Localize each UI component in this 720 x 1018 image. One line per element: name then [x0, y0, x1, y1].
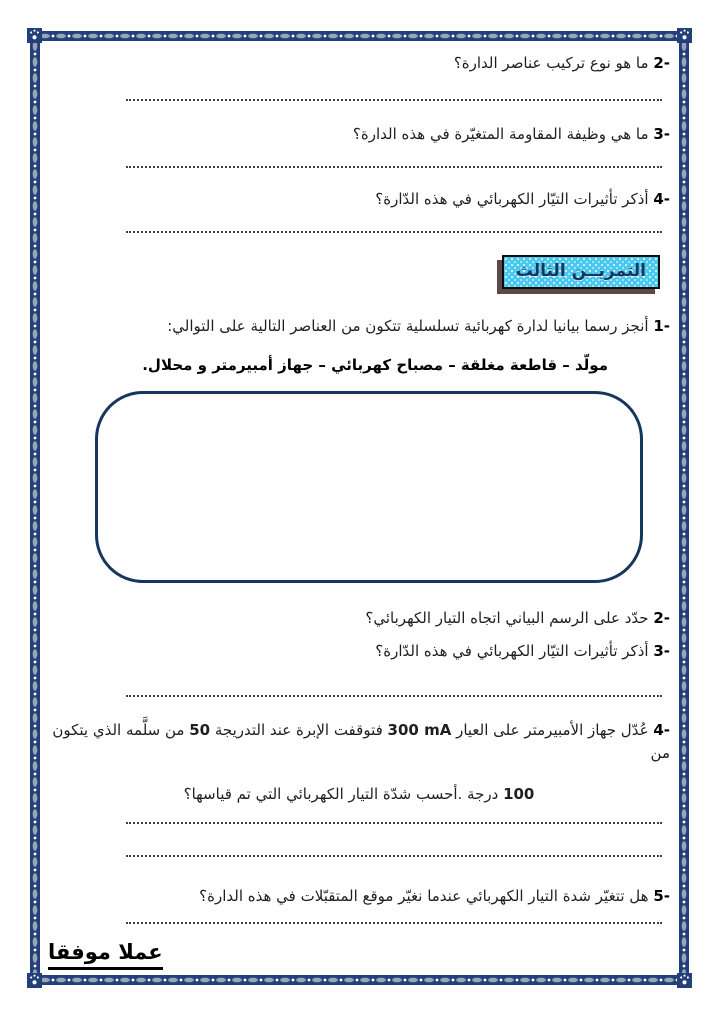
answer-dotted-line	[126, 231, 662, 233]
question-5	[48, 885, 670, 908]
border-corner-ornament	[677, 28, 692, 43]
question-number: 4-	[653, 721, 670, 739]
closing-note: عملا موفقا	[48, 940, 163, 970]
border-corner-ornament	[677, 973, 692, 988]
question-3	[48, 640, 670, 663]
question-text: أذكر تأثيرات التيّار الكهربائي في هذه الدّارة؟	[375, 642, 649, 660]
exercise-3-banner-title: التمريــن الثالث	[515, 261, 646, 281]
question-text: درجة .أحسب شدّة التيار الكهربائي التي تم قياسها؟	[183, 785, 504, 803]
question-2	[48, 607, 670, 630]
answer-dotted-line	[126, 99, 662, 101]
question-number: 5-	[653, 887, 670, 905]
scale-total-value: 100	[503, 785, 535, 803]
question-text: أذكر تأثيرات التيّار الكهربائي في هذه الدّارة؟	[375, 190, 649, 208]
border-corner-ornament	[27, 973, 42, 988]
border-right-band	[679, 38, 689, 978]
worksheet-content	[48, 46, 670, 970]
question-text: من سلَّمه الذي يتكون من	[52, 721, 670, 762]
border-corner-ornament	[27, 28, 42, 43]
question-number: 2-	[653, 54, 670, 72]
question-text: ما هو نوع تركيب عناصر الدارة؟	[453, 54, 649, 72]
question-number: 1-	[653, 317, 670, 335]
answer-dotted-line	[126, 922, 662, 924]
circuit-components-list: مولّد – قاطعة مغلقة – مصباح كهربائي – جهاز أمبيرمتر و محلال.	[142, 356, 608, 374]
answer-dotted-line	[126, 855, 662, 857]
border-bottom-band	[37, 975, 682, 985]
question-3-top	[48, 123, 670, 146]
question-text: ما هي وظيفة المقاومة المتغيّرة في هذه الدارة؟	[352, 125, 649, 143]
question-text: حدّد على الرسم البياني اتجاه التيار الكهربائي؟	[365, 609, 649, 627]
question-number: 2-	[653, 609, 670, 627]
question-4-line2	[48, 783, 670, 806]
border-top-band	[37, 31, 682, 41]
question-2-top	[48, 52, 670, 75]
question-number: 3-	[653, 125, 670, 143]
question-4-line1	[48, 719, 670, 765]
meter-range-value: 300 mA	[387, 721, 452, 739]
question-number: 3-	[653, 642, 670, 660]
border-left-band	[30, 38, 40, 978]
question-text: عُدّل جهاز الأمبيرمتر على العيار	[451, 721, 649, 739]
question-text: أنجز رسما بيانيا لدارة كهربائية تسلسلية تتكون من العناصر التالية على التوالي:	[167, 317, 649, 335]
circuit-drawing-box	[95, 391, 643, 583]
answer-dotted-line	[126, 822, 662, 824]
needle-position-value: 50	[189, 721, 211, 739]
question-number: 4-	[653, 190, 670, 208]
answer-dotted-line	[126, 695, 662, 697]
question-text: فتوقفت الإبرة عند التدريجة	[210, 721, 388, 739]
question-1	[48, 315, 670, 338]
question-text: هل تتغيّر شدة التيار الكهربائي عندما نغيّر موقع المتقبّلات في هذه الدارة؟	[199, 887, 649, 905]
answer-dotted-line	[126, 166, 662, 168]
exercise-3-banner	[502, 255, 660, 289]
question-4-top	[48, 188, 670, 211]
